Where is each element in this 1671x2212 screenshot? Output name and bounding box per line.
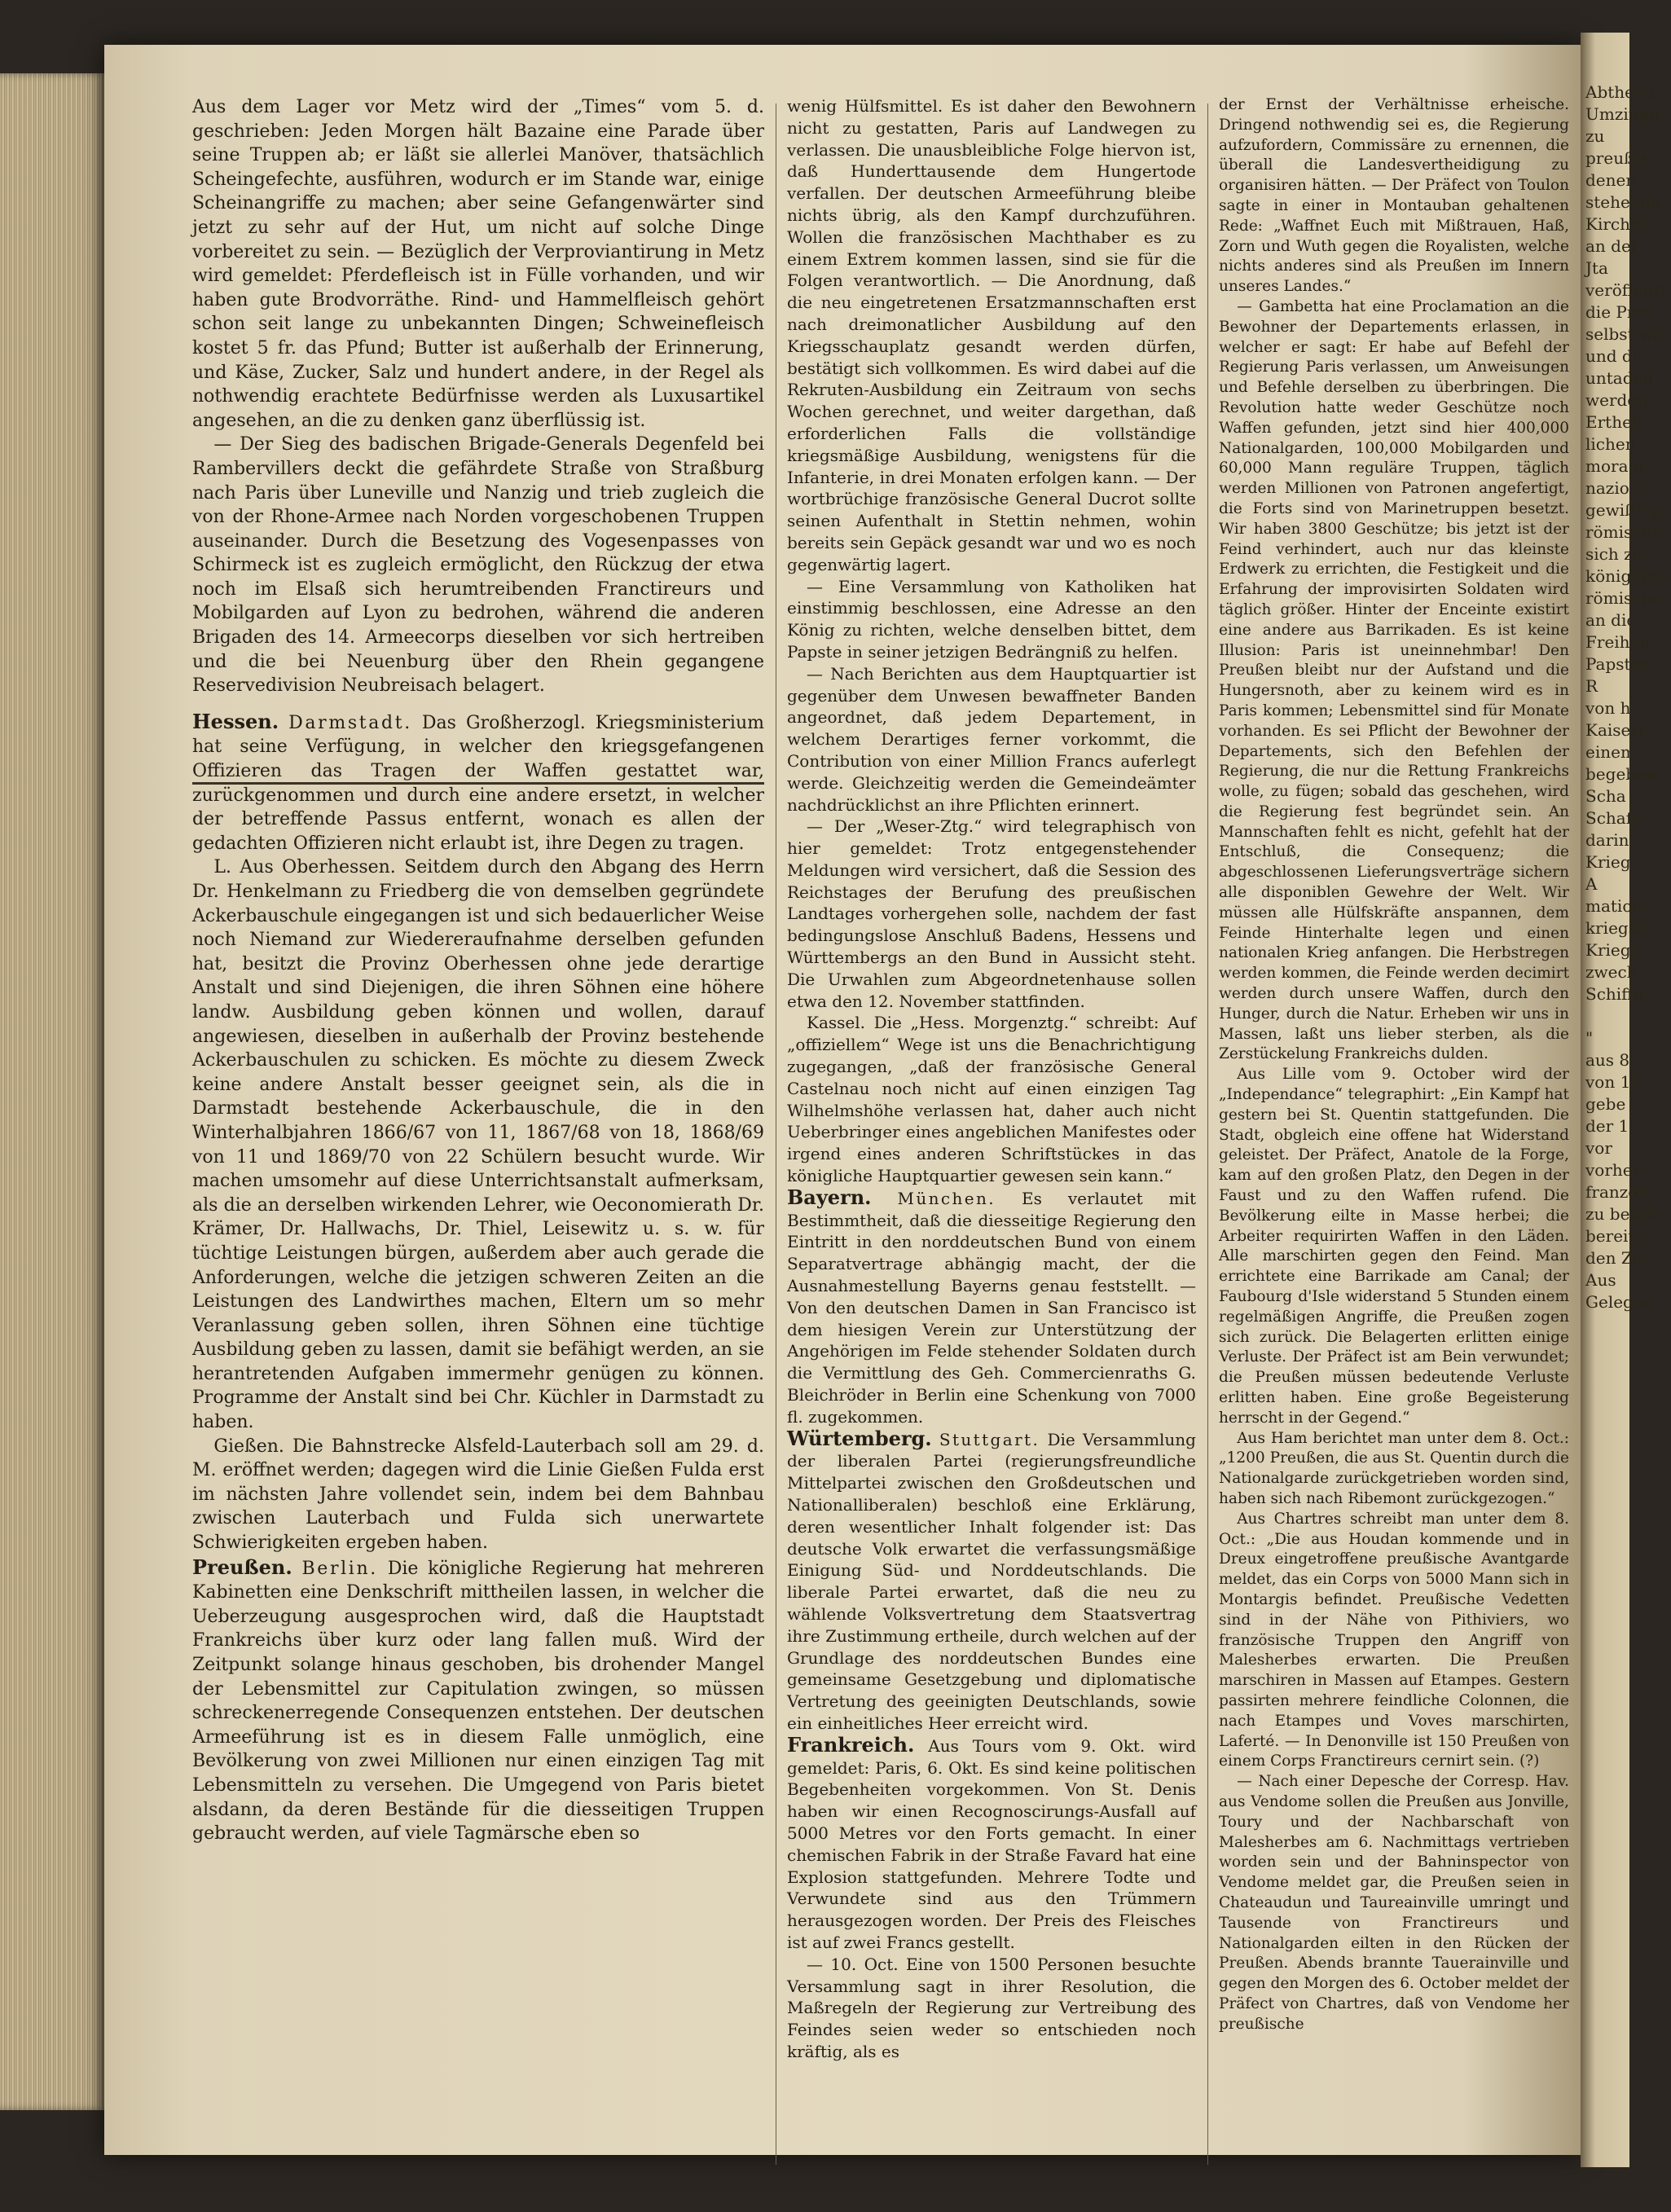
article-stuttgart: Die Versammlung der liberalen Partei (regierungsfreundliche Mittelpartei zwischen den Großdeutschen und Nationalliberalen) beschloß eine Erklärung, deren wesentlicher Inhalt folgender ist: Das deutsche Volk erwartet die verfassungsmäßige Einigung Süd- und Norddeutschlands. Die liberale Partei erwartet, daß die neu zu wählende Volksvertretung dem Staatsvertrag ihre Zustimmung ertheile, durch welchen auf der Grundlage des norddeutschen Bundes eine gemeinsame Gesetzgebung und diplomatische Vertretung des geeinigten Deutschlands, sowie ein einheitliches Heer erreicht wird. xyxy=(787,1429,1196,1733)
article-muenchen: Es verlautet mit Bestimmtheit, daß die diesseitige Regierung den Eintritt in den norddeutschen Bund von einem Separatvertrage abhängig macht, der die Ausnahmestellung Bayerns genau feststellt. — Von den deutschen Damen in San Francisco ist dem hiesigen Verein zur Unterstützung der Angehörigen im Felde stehender Soldaten durch die Vermittlung des Geh. Commercienraths G. Bleichröder in Berlin eine Schenkung von 7000 fl. zugekommen. xyxy=(787,1188,1196,1427)
article-hauptquartier: — Nach Berichten aus dem Hauptquartier ist gegenüber dem Unwesen bewaffneter Banden angeordnet, daß jedem Departement, in welchem Derartiges ferner vorkommt, die Contribution von einer Million Francs auferlegt werde. Gleichzeitig werden die Gemeindeämter nachdrücklichst an ihre Pflichten erinnert. xyxy=(787,663,1196,815)
place-berlin: Berlin. xyxy=(301,1558,378,1579)
place-stuttgart: Stuttgart. xyxy=(939,1429,1040,1449)
section-heading-bayern: Bayern. xyxy=(787,1185,872,1209)
newspaper-page xyxy=(104,45,1581,2155)
article-lille: Aus Lille vom 9. October wird der „Independance“ telegraphirt: „Ein Kampf hat gestern bei St. Quentin stattgefunden. Die Stadt, obgleich eine offene hat Widerstand geleistet. Der Präfect, Anatole de la Forge, kam auf den großen Platz, den Degen in der Faust und zu den Waffen rufend. Die Bevölkerung eilte in Masse herbei; die Arbeiter requirirten Waffen in den Läden. Alle marschirten gegen den Feind. Man errichtete eine Barrikade am Canal; der Faubourg d'Isle widerstand 5 Stunden einem regelmäßigen Angriffe, die Preußen zogen sich zurück. Die Belagerten erlitten einige Verluste. Der Präfect ist am Bein verwundet; die Preußen müssen bedeutende Verluste erlitten haben. Eine große Begeisterung herrscht in der Gegend.“ xyxy=(1219,1066,1569,1427)
next-page-fragment-text: Abtheilu Umzinge zu preußisc denen stehende Kirchhö an der Jta veröffentl die Prov selbst we und di untadeli werden Ertheil lichen mora u nazio e gewiße p römische sich zu königliche römische an die Freiheit Papstes R von hi Kaiseri einem begeben Scha Schafs darin Krieg A mation kriegsfü Kriegs zweck Schiffe " aus 8 von 15 gebe der 1 vor vorher franzöfi zu besch bereits den Zu Aus Gelegen xyxy=(1585,82,1671,1312)
place-muenchen: München. xyxy=(897,1188,996,1208)
section-heading-preussen: Preußen. xyxy=(192,1555,292,1579)
section-bayern xyxy=(787,1187,1196,1428)
section-heading-wuertemberg: Würtemberg. xyxy=(787,1426,932,1450)
next-page-edge xyxy=(1581,33,1671,2167)
article-oberhessen: L. Aus Oberhessen. Seitdem durch den Abgang des Herrn Dr. Henkelmann zu Friedberg die von demselben gegründete Ackerbauschule eingegangen ist und sich bedauerlicher Weise noch Niemand zur Wiedereraufnahme derselben gefunden hat, besitzt die Provinz Oberhessen ohne jede derartige Anstalt und sind Diejenigen, die ihren Söhnen eine höhere landw. Ausbildung geben können und wollen, darauf angewiesen, dieselben in außerhalb der Provinz bestehende Ackerbauschulen zu schicken. Es möchte zu diesem Zweck keine andere Anstalt besser geeignet sein, als die in Darmstadt bestehende Ackerbauschule, die in den Winterhalbjahren 1866/67 von 11, 1867/68 von 18, 1868/69 von 11 und 1869/70 von 22 Schülern besucht wurde. Wir machen umsomehr auf diese Unterrichtsanstalt aufmerksam, als die an derselben wirkenden Lehrer, wie Oeconomierath Dr. Krämer, Dr. Hallwachs, Dr. Thiel, Leisewitz u. s. w. für tüchtige Leistungen bürgen, außerdem aber auch gerade die Anforderungen, welche die jetzigen schweren Zeiten an die Leistungen des Landwirthes machen, Eltern um so mehr Veranlassung geben sollen, ihren Söhnen eine tüchtige Ausbildung geben zu lassen, damit sie befähigt werden, an sie herantretenden Aufgaben immermehr genügen zu können. Programme der Anstalt sind bei Chr. Küchler in Darmstadt zu haben. xyxy=(192,857,764,1433)
book-page-edges xyxy=(0,73,106,2110)
article-gambetta: — Gambetta hat eine Proclamation an die Bewohner der Departements erlassen, in welcher er sagt: Er habe auf Befehl der Regierung Paris verlassen, um Anweisungen und Befehle derselben zu überbringen. Die Revolution hatte weder Geschütze noch Waffen gefunden, jetzt sind hier 400,000 Nationalgarden, 100,000 Mobilgarden und 60,000 Mann reguläre Truppen, täglich werden Millionen von Patronen angefertigt, die Forts sind von Marinetruppen besetzt. Wir haben 3800 Geschütze; bis jetzt ist der Feind verhindert, auch nur das kleinste Erdwerk zu errichten, die Festigkeit und die Erfahrung der improvisirten Soldaten wird täglich größer. Hinter der Enceinte existirt eine andere aus Barrikaden. Es ist keine Illusion: Paris ist uneinnehmbar! Den Preußen bleibt nur der Aufstand und die Hungersnoth, aber zu keinem wird es in Paris kommen; Lebensmittel sind für Monate vorhanden. Es sei Pflicht der Bewohner der Departements, sich den Befehlen der Regierung, die nur die Rettung Frankreichs wolle, zu fügen; sobald das geschehen, wird die Regierung fest begründet sein. An Mannschaften fehlt es nicht, gefehlt hat der Entschluß, die Consequenz; die abgeschlossenen Lieferungsverträge sichern alle disponiblen Gewehre der Welt. Wir müssen alle Hülfskräfte anspannen, dem Feinde Hinterhalte legen und einen nationalen Krieg anfangen. Die Herbstregen werden kommen, die Feinde werden decimirt werden durch unsere Waffen, durch den Hunger, durch die Natur. Erheben wir uns in Massen, laßt uns lieber sterben, als die Zerstückelung Frankreichs dulden. xyxy=(1219,297,1569,1063)
section-heading-frankreich: Frankreich. xyxy=(787,1732,915,1757)
place-darmstadt: Darmstadt. xyxy=(288,712,412,733)
section-frankreich xyxy=(787,1732,1197,1954)
article-degenfeld: — Der Sieg des badischen Brigade-Generals Degenfeld bei Rambervillers deckt die gefährdete Straße von Straßburg nach Paris über Luneville und Nanzig und trieb zugleich die von der Rhone-Armee nach Norden vorgeschobenen Truppen auseinander. Durch die Besetzung des Vogesenpasses von Schirmeck ist es zugleich ermöglicht, den Rückzug der etwa noch im Elsaß sich herumtreibenden Franctireurs und Mobilgarden auf Lyon zu bedrohen, während die anderen Brigaden des 14. Armeecorps dieselben vor sich hertreiben und die bei Neuenburg über den Rhein gegangene Reservedivision Neubreisach belagert. xyxy=(192,434,764,697)
article-berlin: Die königliche Regierung hat mehreren Kabinetten eine Denkschrift mittheilen lassen, in welcher die Ueberzeugung ausgesprochen wird, daß die Hauptstadt Frankreichs über kurz oder lang fallen muß. Wird der Zeitpunkt solange hinaus geschoben, bis drohender Mangel der Lebensmittel zur Capitulation zwingen, so müssen schreckenerregende Consequenzen entstehen. Der deutschen Armeeführung ist es in diesem Falle unmöglich, eine Bevölkerung von zwei Millionen nur einen einzigen Tag mit Lebensmitteln zu versehen. Die Umgegend von Paris bietet alsdann, da deren Bestände für die diesseitigen Truppen gebraucht werden, auf viele Tagmärsche eben so xyxy=(192,1558,764,1845)
column-3 xyxy=(1219,95,1569,2035)
article-chartres: Aus Chartres schreibt man unter dem 8. Oct.: „Die aus Houdan kommende und in Dreux eingetroffene preußische Avantgarde meldet, das ein Corps von 5000 Mann sich in Montargis befindet. Preußische Vedetten sind in der Nähe von Pithiviers, wo französische Truppen den Angriff von Malesherbes erwarten. Die Preußen marschiren in Massen auf Etampes. Gestern passirten mehrere feindliche Colonnen, die nach Etampes und Voves marschirten, Laferté. — In Denonville ist 150 Preußen von einem Corps Franctireurs cernirt sein. (?) xyxy=(1219,1510,1569,1770)
article-ham: Aus Ham berichtet man unter dem 8. Oct.: „1200 Preußen, die aus St. Quentin durch die Nationalgarde zurückgetrieben worden sind, haben sich nach Ribemont zurückgezogen.“ xyxy=(1219,1429,1569,1507)
article-weser-ztg: — Der „Weser-Ztg.“ wird telegraphisch von hier gemeldet: Trotz entgegenstehender Meldungen wird versichert, daß die Session des Reichstages der Berufung des preußischen Landtages vorhergehen solle, nachdem der fast bedingungslose Anschluß Badens, Hessens und Württembergs an den Bund in Aussicht steht. Die Urwahlen zum Abgeordnetenhause sollen etwa den 12. November stattfinden. xyxy=(787,816,1196,1011)
section-preussen xyxy=(192,1555,764,1846)
article-vendome: — Nach einer Depesche der Corresp. Hav. aus Vendome sollen die Preußen aus Jonville, Toury und der Nachbarschaft von Malesherbes am 6. Nachmittags vertrieben worden sein und der Bahninspector von Vendome meldet gar, die Preußen seien in Chateaudun und Taureainville umringt und Tausende von Franctireurs und Nationalgarden eilten in den Rücken der Preußen. Abends brannte Tauerainville und gegen den Morgen des 6. October meldet der Präfect von Chartres, daß von Vendome her preußische xyxy=(1219,1773,1569,2033)
column-divider-2 xyxy=(1207,103,1208,2165)
section-divider xyxy=(192,782,764,785)
article-giessen: Gießen. Die Bahnstrecke Alsfeld-Lauterbach soll am 29. d. M. eröffnet werden; dagegen wird die Linie Gießen Fulda erst im nächsten Jahre vollendet sein, indem bei dem Bahnbau zwischen Lauterbach und Fulda sich unerwartete Schwierigkeiten ergeben haben. xyxy=(192,1436,764,1554)
article-berlin-cont: wenig Hülfsmittel. Es ist daher den Bewohnern nicht zu gestatten, Paris auf Landwegen zu verlassen. Die unausbleibliche Folge hiervon ist, daß Hunderttausende dem Hungertode verfallen. Der deutschen Armeeführung bleibe nichts übrig, als den Kampf durchzuführen. Wollen die französischen Machthaber es zu einem Extrem kommen lassen, sind sie für die Folgen verantwortlich. — Die Anordnung, daß die neu eingetretenen Ersatzmannschaften erst nach dreimonatlicher Ausbildung auf den Kriegsschauplatz gesandt werden dürfen, bestätigt sich vollkommen. Es wird dabei auf die Rekruten-Ausbildung ein Zeitraum von sechs Wochen gerechnet, und weiter dargethan, daß erforderlichen Falls die vollständige kriegsmäßige Ausbildung, wenigstens für die Infanterie, in drei Monaten erfolgen kann. — Der wortbrüchige französische General Ducrot sollte seinen Aufenthalt in Stettin nehmen, wohin bereits sein Gepäck gesandt war und wo es noch gegenwärtig lagert. xyxy=(787,96,1196,574)
section-heading-hessen: Hessen. xyxy=(192,709,279,733)
article-toulon: der Ernst der Verhältnisse erheische. Dringend nothwendig sei es, die Regierung aufzufordern, Commissäre zu ernennen, die überall die Landesvertheidigung zu organisiren hätten. — Der Präfect von Toulon sagte in einer in Montauban gehaltenen Rede: „Waffnet Euch mit Mißtrauen, Haß, Zorn und Wuth gegen die Royalisten, welche nichts anderes sind als Preußen im Innern unseres Landes.“ xyxy=(1219,96,1569,296)
column-2 xyxy=(787,95,1196,2063)
article-darmstadt: Das Großherzogl. Kriegsministerium hat seine Verfügung, in welcher den kriegsgefangenen Offizieren das Tragen der Waffen gestattet war, zurückgenommen und durch eine andere ersetzt, in welcher der betreffende Passus entfernt, wonach es allen der gedachten Offizieren nicht erlaubt ist, ihre Degen zu tragen. xyxy=(192,712,764,854)
column-1 xyxy=(192,95,764,1846)
section-wuertemberg xyxy=(787,1428,1196,1735)
article-versammlung: — 10. Oct. Eine von 1500 Personen besuchte Versammlung sagt in ihrer Resolution, die Maßregeln der Regierung zur Vertreibung des Feindes seien weder so entschieden noch kräftig, als es xyxy=(787,1954,1196,2061)
article-tours: Aus Tours vom 9. Okt. wird gemeldet: Paris, 6. Okt. Es sind keine politischen Begebenheiten vorgekommen. Von St. Denis haben wir einen Recognoscirungs-Ausfall auf 5000 Metres vor den Forts gemacht. In einer chemischen Fabrik in der Straße Favard hat eine Explosion stattgefunden. Mehrere Todte und Verwundete sind aus den Trümmern herausgezogen worden. Der Preis des Fleisches ist auf zwei Francs gestellt. xyxy=(787,1735,1197,1952)
article-katholiken: — Eine Versammlung von Katholiken hat einstimmig beschlossen, eine Adresse an den König zu richten, welche denselben bittet, dem Papste in seiner jetzigen Bedrängniß zu helfen. xyxy=(787,576,1196,662)
article-kassel: Kassel. Die „Hess. Morgenztg.“ schreibt: Auf „offiziellem“ Wege ist uns die Benachrichtigung zugegangen, „daß der französische General Castelnau noch nicht auf einen einzigen Tag Wilhelmshöhe verlassen hat, daher auch nicht Ueberbringer eines angeblichen Manifestes oder irgend eines anderen Schriftstückes in das königliche Hauptquartier gewesen sein kann.“ xyxy=(787,1013,1196,1186)
article-metz: Aus dem Lager vor Metz wird der „Times“ vom 5. d. geschrieben: Jeden Morgen hält Bazaine eine Parade über seine Truppen ab; er läßt sie allerlei Manöver, thatsächlich Scheingefechte, ausführen, wodurch er im Stande war, einige Scheinangriffe zu machen; aber seine Gefangenwärter sind jetzt zu sehr auf der Hut, um nicht auf solche Dinge vorbereitet zu sein. — Bezüglich der Verproviantirung in Metz wird gemeldet: Pferdefleisch ist in Fülle vorhanden, und wir haben gute Brodvorräthe. Rind- und Hammelfleisch gehört schon seit lange zu unbekannten Dingen; Schweinefleisch kostet 5 fr. das Pfund; Butter ist außerhalb der Erinnerung, und Käse, Zucker, Salz und hundert andere, in der Regel als nothwendig erachtete Bedürfnisse werden als Luxusartikel angesehen, an die zu denken ganz überflüssig ist. xyxy=(192,97,764,431)
